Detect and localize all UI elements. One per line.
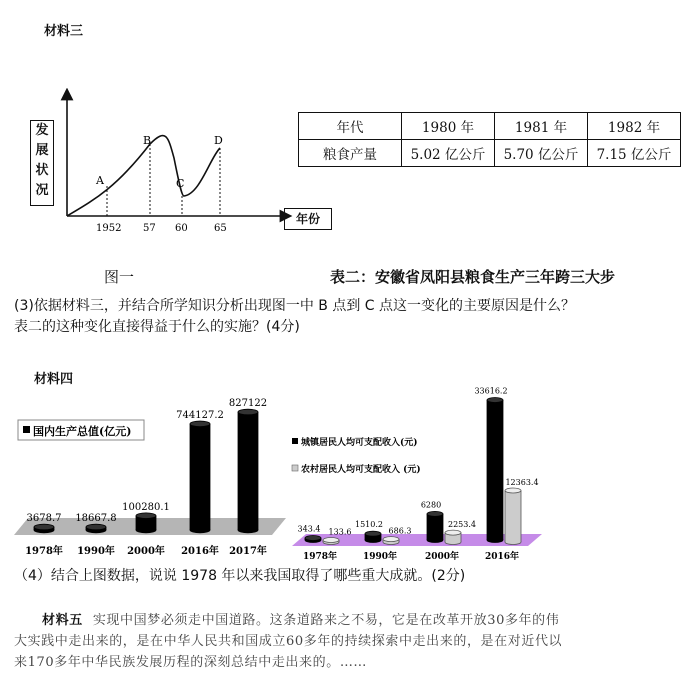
gdp-value-label: 827122 [228, 398, 268, 410]
figure1-ylabel-char: 展 [35, 143, 49, 158]
material4-heading: 材料四 [34, 372, 74, 387]
income-bar-urban-top [365, 531, 381, 536]
income-bar-rural [323, 538, 339, 545]
income-value-label-urban: 33616.2 [474, 386, 508, 396]
income-bar-urban [305, 536, 321, 543]
income-category-label: 2000年 [424, 552, 460, 562]
income-value-label-rural: 12363.4 [505, 478, 539, 488]
material5-paragraph [14, 610, 688, 673]
question3-line: 表二的这种变化直接得益于什么的实施？(4分) [14, 319, 300, 335]
question3-line: (3)依据材料三，并结合所学知识分析出现图一中 B 点到 C 点这一变化的主要原因是什么？ [14, 298, 576, 314]
income-value-label-rural: 133.6 [328, 527, 352, 537]
figure1-point-a: A [96, 174, 104, 187]
income-bar-urban-top [305, 536, 321, 541]
gdp-bar-body [190, 424, 210, 530]
income-legend-swatch-rural [292, 465, 298, 471]
gdp-bar [190, 421, 210, 533]
table2-header-cell: 年代 [299, 113, 402, 140]
gdp-bar-top [34, 524, 54, 530]
figure1-point-c: C [176, 177, 185, 190]
gdp-bar [136, 513, 156, 533]
income-bar-rural-top [505, 488, 521, 493]
gdp-category-label: 1990年 [77, 546, 115, 557]
income-category-label: 1978年 [302, 552, 338, 562]
table2-cell: 5.02 亿公斤 [402, 140, 495, 167]
table2 [298, 112, 681, 167]
gdp-bar-chart [4, 380, 290, 560]
material5-line: 来170多年中华民族发展历程的深刻总结中走出来的。…… [14, 655, 368, 670]
gdp-bar-top [136, 513, 156, 519]
gdp-bar-body [238, 412, 258, 530]
question3 [14, 296, 690, 338]
table2-caption: 表二：安徽省凤阳县粮食生产三年跨三大步 [330, 268, 616, 286]
gdp-bar [86, 524, 106, 533]
income-bar-urban-top [487, 398, 503, 403]
income-legend-urban: 城镇居民人均可支配收入(元) [301, 438, 418, 448]
figure1-point-d: D [214, 134, 223, 147]
income-bar-rural [445, 530, 461, 544]
income-bar-rural-top [323, 538, 339, 543]
income-bar-rural-body [505, 491, 521, 542]
income-bar-urban [427, 511, 443, 542]
income-legend-rural: 农村居民人均可支配收入 (元) [301, 465, 421, 475]
gdp-legend-swatch [23, 426, 30, 433]
table2-cell: 粮食产量 [299, 140, 402, 167]
gdp-bar [238, 409, 258, 533]
income-bar-rural-top [383, 537, 399, 542]
figure1-caption: 图一 [104, 268, 135, 286]
income-bar-chart [290, 382, 550, 562]
table2-header-cell: 1982 年 [588, 113, 681, 140]
gdp-bar-top [190, 421, 210, 427]
figure1-tick-60: 60 [175, 223, 188, 234]
question4: （4）结合上图数据，说说 1978 年以来我国取得了哪些重大成就。(2分) [14, 568, 466, 584]
material3-heading: 材料三 [44, 24, 84, 39]
figure1-tick-1952: 1952 [96, 223, 122, 234]
table2-header-cell: 1980 年 [402, 113, 495, 140]
figure1-xlabel-box: 年份 [284, 208, 332, 230]
material5-line [14, 610, 688, 631]
income-bar-urban-body [487, 400, 503, 540]
figure1-tick-65: 65 [214, 223, 227, 234]
figure1-tick-57: 57 [143, 223, 156, 234]
income-value-label-rural: 686.3 [388, 526, 412, 536]
gdp-bar-top [238, 409, 258, 415]
material5-line: 大实践中走出来的，是在中华人民共和国成立60多年的持续探索中走出来的，是在对近代以 [14, 634, 563, 649]
income-value-label-rural: 2253.4 [448, 520, 476, 530]
gdp-category-label: 2017年 [229, 546, 267, 557]
income-value-label-urban: 343.4 [297, 524, 321, 534]
income-bar-urban-top [427, 511, 443, 516]
gdp-value-label: 744127.2 [176, 410, 224, 422]
figure1-ylabel-char: 状 [35, 163, 49, 178]
gdp-category-label: 2000年 [127, 546, 165, 557]
gdp-value-label: 18667.8 [75, 513, 117, 525]
gdp-category-label: 1978年 [25, 546, 63, 557]
gdp-bar-top [86, 524, 106, 530]
income-value-label-urban: 6280 [420, 500, 442, 510]
figure1-curve [67, 136, 220, 216]
income-bar-rural-top [445, 530, 461, 535]
table2-data-row [299, 140, 681, 167]
income-bar-urban-body [427, 514, 443, 540]
income-bar-urban [365, 531, 381, 542]
income-bar-rural [383, 537, 399, 545]
material5-text: 实现中国梦必须走中国道路。这条道路来之不易，它是在改革开放30多年的伟 [92, 613, 560, 628]
figure1-ylabel-char: 发 [35, 123, 49, 138]
gdp-value-label: 100280.1 [122, 501, 170, 513]
gdp-legend-label: 国内生产总值(亿元) [33, 425, 132, 438]
gdp-bar [34, 524, 54, 533]
table2-cell: 7.15 亿公斤 [588, 140, 681, 167]
figure1-point-b: B [143, 134, 152, 147]
table2-header-row [299, 113, 681, 140]
income-category-label: 1990年 [362, 552, 398, 562]
income-bar-rural [505, 488, 521, 544]
table2-header-cell: 1981 年 [495, 113, 588, 140]
income-category-label: 2016年 [484, 552, 520, 562]
material5-label: 材料五 [42, 613, 83, 628]
figure1-ylabel-char: 况 [35, 183, 49, 198]
figure1-ylabel-box [30, 120, 54, 206]
income-value-label-urban: 1510.2 [355, 520, 383, 530]
income-legend-swatch-urban [292, 438, 298, 444]
gdp-value-label: 3678.7 [26, 513, 62, 525]
table2-cell: 5.70 亿公斤 [495, 140, 588, 167]
gdp-category-label: 2016年 [181, 546, 219, 557]
income-bar-urban [487, 398, 503, 543]
